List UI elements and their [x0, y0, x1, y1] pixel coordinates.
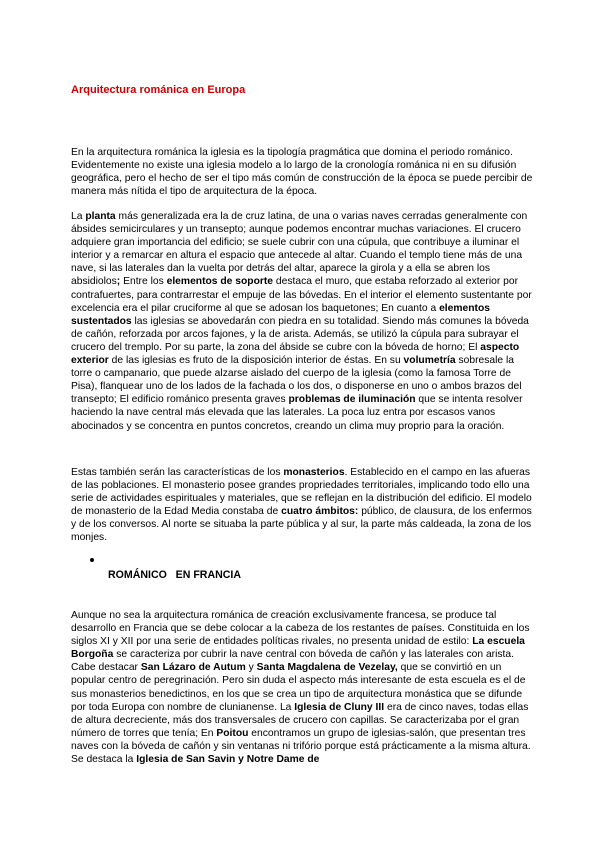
bold-text-run: Poitou — [216, 727, 249, 739]
text-run: sobresale la torre o campanario, que puede alzarse aislado del cuerpo de la iglesia (como la famosa Torre de Pisa), flanquear uno de los lados de la fachada o los dos, o disponerse en uno o ambos brazos del transepto; El edificio románico presenta graves — [71, 355, 522, 406]
bold-text-run: planta — [85, 211, 116, 222]
paragraph-francia — [71, 609, 533, 766]
bold-text-run: monasterios — [283, 467, 345, 478]
bullet-icon — [90, 558, 94, 562]
bold-text-run: La escuela Borgoña — [71, 636, 525, 661]
text-run: que se convirtió en un popular centro de peregrinación. Pero sin duda el aspecto más interesante de esta escuela es el de sus monasterios benedictinos, en los que se crea un tipo de arquitectura monástica que se difunde por toda Europa con nombre de clunianense. La — [71, 662, 526, 713]
text-run: En la arquitectura románica la iglesia es la tipología pragmática que domina el periodo románico. Evidentemente no existe una iglesia modelo a lo largo de la cronología románica ni en su difusión geográfica, pero el hecho de ser el tipo más común de construcción de la época se puede percibir de manera más nítida el tipo de arquitectura de la época. — [71, 147, 533, 198]
bold-text-run: volumetría — [403, 355, 456, 367]
text-run: destaca el muro, que estaba reforzado al exterior por contrafuertes, para contrarrestar el empuje de las bóvedas. En el interior el elemento sustentante por excelencia era el pilar cruciforme al que se adosan los baquetones; En cuanto a — [71, 276, 532, 314]
bold-text-run: elementos sustentados — [71, 302, 490, 327]
paragraph-intro — [71, 146, 533, 198]
text-run: Entre los — [120, 276, 167, 288]
bold-text-run: Iglesia de San Savin y Notre Dame de — [136, 754, 320, 766]
bold-text-run: cuatro ámbitos: — [281, 506, 359, 518]
text-run: las iglesias se abovedarán con piedra en su totalidad. Siendo más comunes la bóveda de cañón, reforzada por arcos fajones, y la de arista. Además, se utilizó la cúpula para subrayar el crucero del tremplo. Por su parte, la zona del ábside se cubre con la bóveda de horno; El — [71, 315, 529, 353]
page-title: Arquitectura románica en Europa — [71, 84, 246, 96]
bold-text-run: Santa Magdalena de Vezelay, — [256, 662, 398, 674]
bold-text-run: problemas de iluminación — [288, 394, 416, 406]
text-run: de las iglesias es fruto de la disposición interior de éstas. En su — [108, 355, 404, 367]
text-run: La — [71, 211, 86, 222]
text-run: y — [245, 662, 257, 674]
text-run: Estas también serán las características de los — [71, 467, 284, 478]
bold-text-run: ; — [116, 276, 121, 288]
text-run: era de cinco naves, todas ellas de altura decreciente, más dos transversales de crucero con capillas. Se caracterizaba por el gran número de torres que tenía; En — [71, 701, 529, 739]
paragraph-planta — [71, 210, 533, 433]
text-run: encontramos un grupo de iglesias-salón, que presentan tres naves con la bóveda de cañón y sin ventanas ni trifório porque está prácticamente a la misma altura. Se destaca la — [71, 727, 531, 766]
text-run: más generalizada era la de cruz latina, de una o varias naves cerradas generalmente con ábsides semicirculares y un transepto; aunque podemos encontrar muchas variaciones. El crucero adquiere gran importancia del edificio; se suele cubrir con una cúpula, que contribuye a iluminar el interior y a remarcar en altura el espacio que antecede al altar. Cuando el templo tiene más de una nave, si las laterales dan la vuelta por detrás del altar, aparece la girola y a ella se abren los absidiolos — [71, 211, 528, 288]
text-run: público, de clausura, de los enfermos y de los conversos. Al norte se situaba la parte pública y al sur, la parte más caldeada, la zona de los monjes. — [71, 506, 532, 544]
bold-text-run: San Lázaro de Autum — [140, 662, 246, 674]
text-run: que se intenta resolver haciendo la nave central más elevada que las laterales. La poca luz entra por escasos vanos abocinados y se concentra en puntos concretos, creando un clima muy proprio para la oración. — [71, 394, 523, 432]
text-run: se caracteriza por cubrir la nave central con bóveda de cañón y las laterales con arista. Cabe destacar — [71, 649, 514, 674]
bold-text-run: aspecto exterior — [71, 341, 520, 367]
section-heading-romanico-francia: ROMÁNICO EN FRANCIA — [108, 569, 242, 581]
bold-text-run: Iglesia de Cluny III — [294, 701, 385, 713]
paragraph-monasterios — [71, 466, 533, 545]
bold-text-run: elementos de soporte — [166, 276, 274, 288]
text-run: . Establecido en el campo en las afueras de las poblaciones. El monasterio posee grandes propriedades territoriales, implicando todo ello una serie de actividades espirituales y materiales, que se reflejan en la distribución del edificio. El modelo de monasterio de la Edad Media constaba de — [71, 467, 532, 518]
text-run: Aunque no sea la arquitectura románica de creación exclusivamente francesa, se produce tal desarrollo en Francia que se debe colocar a la cabeza de los restantes de países. Constituida en los siglos XI y XII por una serie de entidades políticas rivales, no presenta unidad de estilo: — [71, 610, 530, 648]
